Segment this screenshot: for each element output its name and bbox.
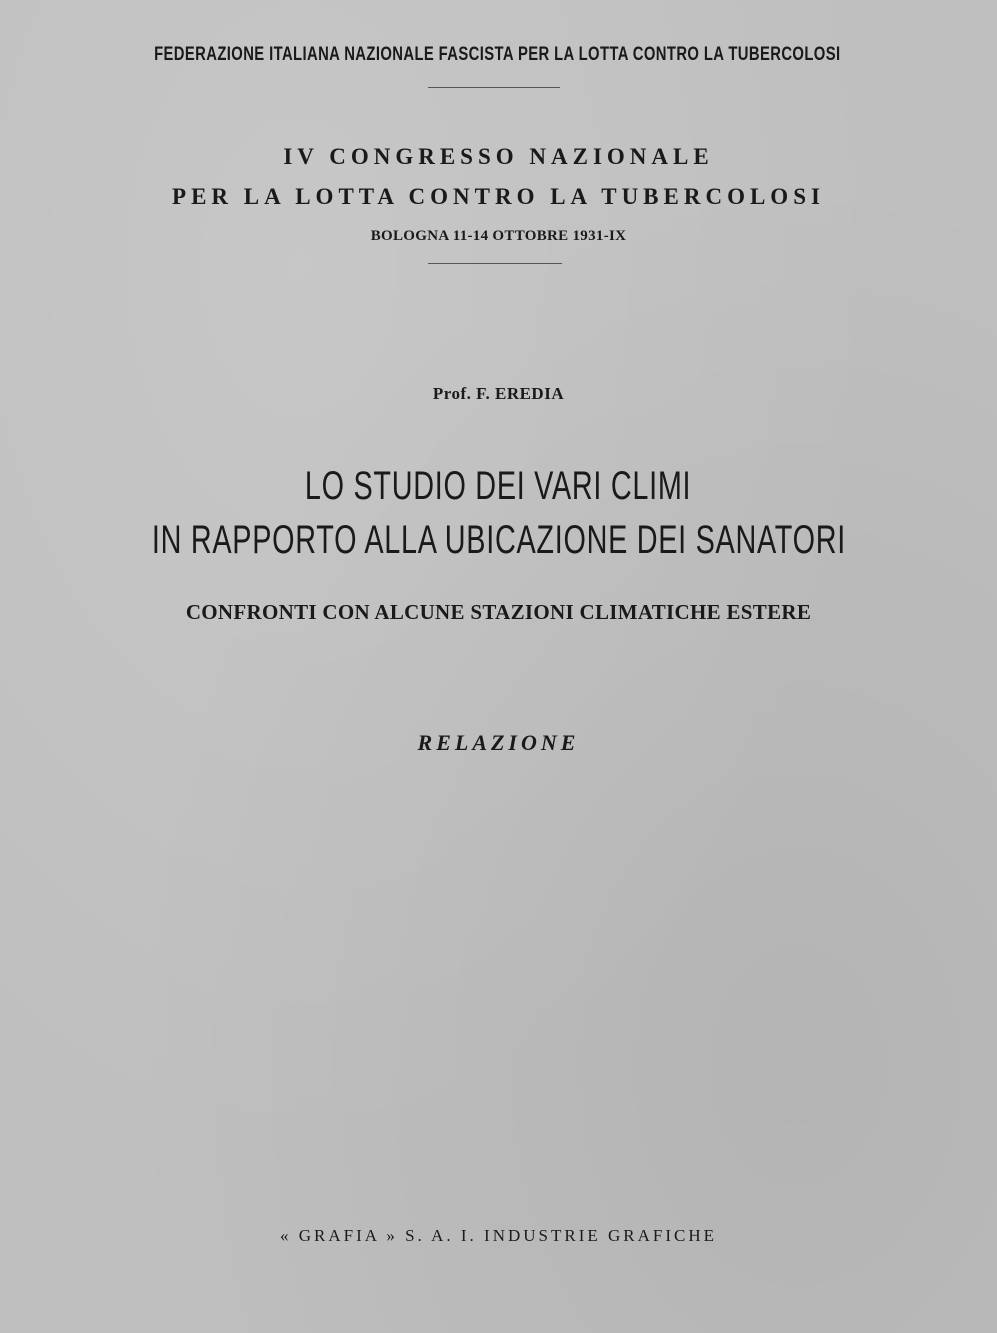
congress-date-location: BOLOGNA 11-14 OTTOBRE 1931-IX	[370, 228, 627, 244]
congress-title: IV CONGRESSO NAZIONALE	[283, 144, 714, 169]
publisher-imprint: « GRAFIA » S. A. I. INDUSTRIE GRAFICHE	[279, 1226, 718, 1245]
main-title-line-2: IN RAPPORTO ALLA UBICAZIONE DEI SANATORI	[151, 518, 846, 562]
congress-divider	[428, 263, 562, 264]
congress-subtitle: PER LA LOTTA CONTRO LA TUBERCOLOSI	[172, 184, 825, 209]
document-subtitle: CONFRONTI CON ALCUNE STAZIONI CLIMATICHE ESTERE	[185, 600, 812, 624]
header-divider	[428, 87, 560, 88]
main-title-line-1: LO STUDIO DEI VARI CLIMI	[304, 464, 692, 508]
federation-header: FEDERAZIONE ITALIANA NAZIONALE FASCISTA PER LA LOTTA CONTRO LA TUBERCOLOSI	[154, 44, 841, 65]
document-type: RELAZIONE	[417, 730, 580, 755]
author-name: Prof. F. EREDIA	[432, 384, 565, 403]
